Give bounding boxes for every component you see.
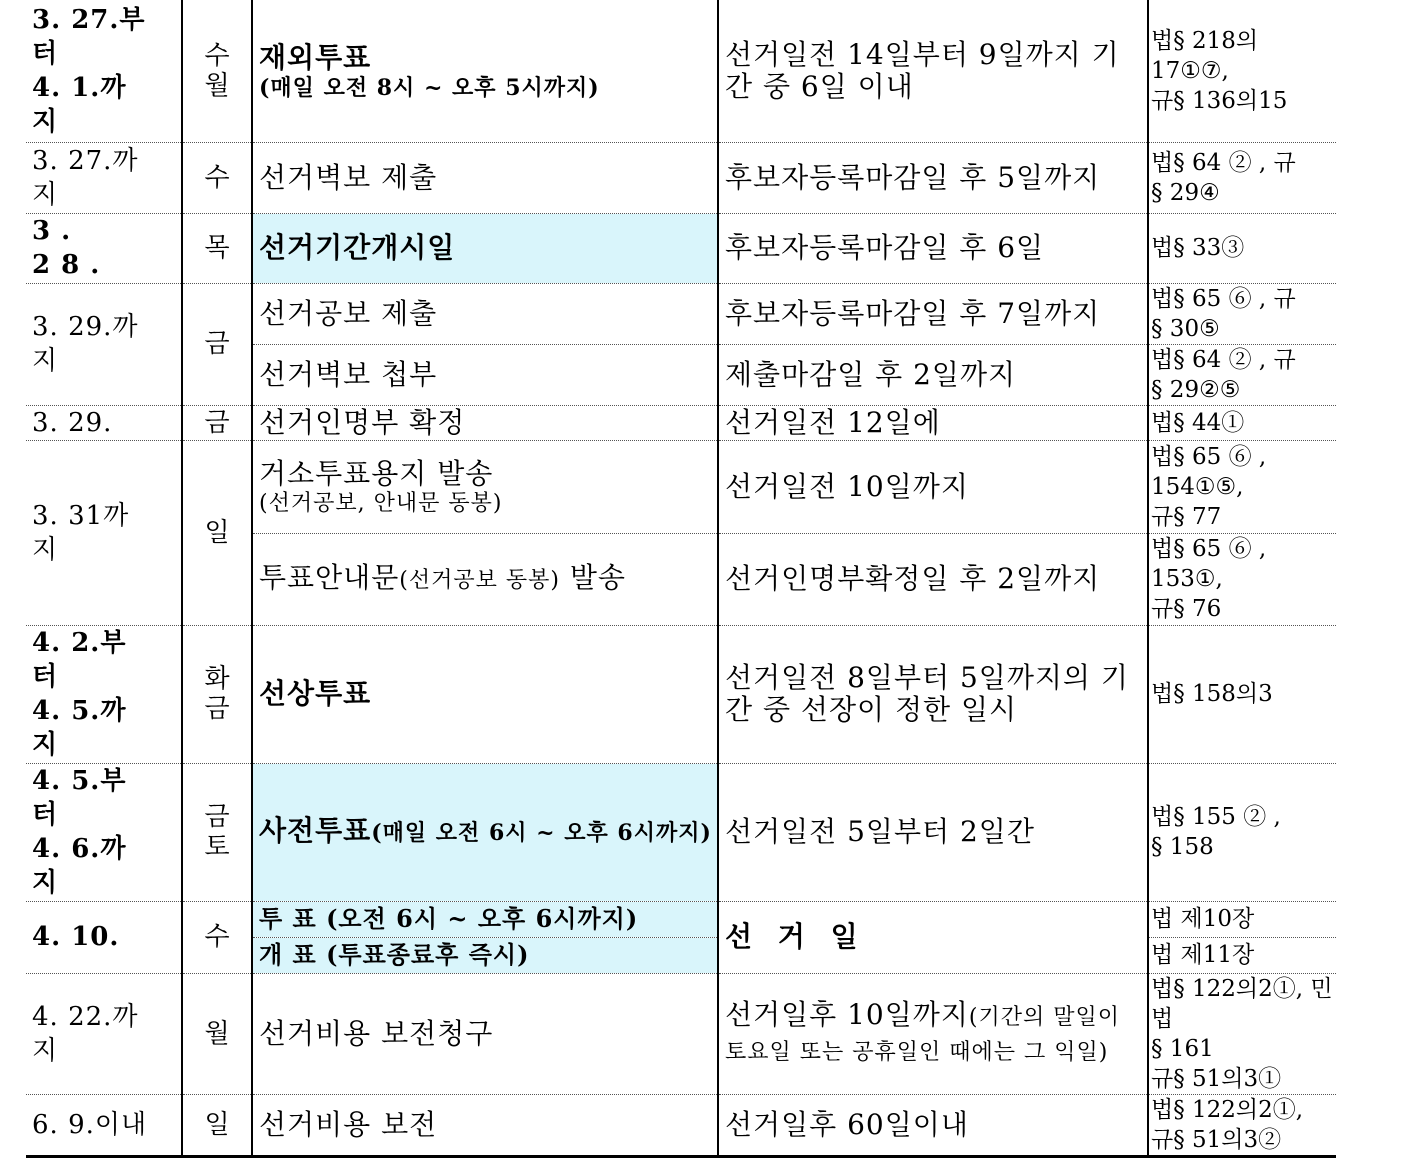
period-note: (기간의 말일이 토요일 또는 공휴일인 때에는 그 익일)	[725, 1004, 1120, 1065]
period-cell: 선거일전 12일에	[718, 405, 1148, 440]
event-title: 거소투표용지 발송	[259, 456, 494, 490]
date-cell: 3. 27.까 지	[26, 142, 182, 213]
table-row	[26, 283, 1336, 344]
table-row	[26, 1094, 1336, 1156]
weekday-cell: 일	[182, 1094, 252, 1156]
event-cell: 개 표 (투표종료후 즉시)	[252, 937, 718, 973]
period-cell: 후보자등록마감일 후 5일까지	[718, 142, 1148, 213]
period-cell: 후보자등록마감일 후 7일까지	[718, 283, 1148, 344]
weekday-cell: 금	[182, 405, 252, 440]
date-cell: 4. 2.부 터 4. 5.까 지	[26, 625, 182, 763]
period-cell: 선거일전 8일부터 5일까지의 기간 중 선장이 정한 일시	[718, 625, 1148, 763]
period-cell: 선거일전 10일까지	[718, 440, 1148, 533]
date-cell: 4. 10.	[26, 901, 182, 973]
date-cell: 3. 31까 지	[26, 440, 182, 625]
date-cell: 4. 22.까 지	[26, 973, 182, 1094]
period-cell: 후보자등록마감일 후 6일	[718, 213, 1148, 283]
event-note: (선거공보 동봉)	[399, 567, 560, 593]
period-cell: 선 거 일	[718, 901, 1148, 973]
law-cell: 법§ 44①	[1148, 405, 1336, 440]
weekday-cell: 수 월	[182, 0, 252, 142]
table-row	[26, 440, 1336, 533]
period-cell: 선거일전 5일부터 2일간	[718, 763, 1148, 901]
law-cell: 법§ 65 ⑥ , 규 § 30⑤	[1148, 283, 1336, 344]
weekday-cell: 월	[182, 973, 252, 1094]
date-cell: 3 . 2 8 .	[26, 213, 182, 283]
event-title: 사전투표	[259, 814, 372, 847]
date-cell: 3. 29.까 지	[26, 283, 182, 405]
table-row	[26, 405, 1336, 440]
event-cell	[252, 0, 718, 142]
weekday-cell: 목	[182, 213, 252, 283]
weekday-cell: 수	[182, 901, 252, 973]
table-row	[26, 213, 1336, 283]
law-cell: 법 제10장	[1148, 901, 1336, 937]
date-cell: 3. 27.부 터 4. 1.까 지	[26, 0, 182, 142]
event-note: (매일 오전 6시 ~ 오후 6시까지)	[371, 820, 712, 846]
event-cell: 선거비용 보전	[252, 1094, 718, 1156]
event-subtitle: (매일 오전 8시 ~ 오후 5시까지)	[259, 74, 600, 101]
date-cell: 3. 29.	[26, 405, 182, 440]
table-row	[26, 625, 1336, 763]
event-cell: 선거기간개시일	[252, 213, 718, 283]
period-cell: 제출마감일 후 2일까지	[718, 344, 1148, 405]
event-cell: 투 표 (오전 6시 ~ 오후 6시까지)	[252, 901, 718, 937]
event-cell: 선상투표	[252, 625, 718, 763]
table-row	[26, 763, 1336, 901]
date-cell: 6. 9.이내	[26, 1094, 182, 1156]
weekday-cell: 금	[182, 283, 252, 405]
law-cell: 법 제11장	[1148, 937, 1336, 973]
event-title: 재외투표	[259, 40, 372, 74]
law-cell: 법§ 218의 17①⑦, 규§ 136의15	[1148, 0, 1336, 142]
event-tail: 발송	[559, 560, 626, 594]
table-row	[26, 973, 1336, 1094]
weekday-cell: 일	[182, 440, 252, 625]
period-cell: 선거일후 60일이내	[718, 1094, 1148, 1156]
table-row	[26, 142, 1336, 213]
event-cell: 선거비용 보전청구	[252, 973, 718, 1094]
event-cell: 선거벽보 첩부	[252, 344, 718, 405]
law-cell: 법§ 122의2①, 규§ 51의3②	[1148, 1094, 1336, 1156]
event-cell: 선거인명부 확정	[252, 405, 718, 440]
event-cell: 선거벽보 제출	[252, 142, 718, 213]
event-subtitle: (선거공보, 안내문 동봉)	[259, 490, 503, 516]
law-cell: 법§ 33③	[1148, 213, 1336, 283]
weekday-cell: 금 토	[182, 763, 252, 901]
event-title: 투표안내문	[259, 560, 400, 594]
date-cell: 4. 5.부 터 4. 6.까 지	[26, 763, 182, 901]
event-cell: 선거공보 제출	[252, 283, 718, 344]
law-cell: 법§ 64 ② , 규 § 29②⑤	[1148, 344, 1336, 405]
table-row	[26, 901, 1336, 937]
law-cell: 법§ 155 ② , § 158	[1148, 763, 1336, 901]
table-row	[26, 0, 1336, 142]
period-cell	[718, 973, 1148, 1094]
law-cell: 법§ 65 ⑥ , 153①, 규§ 76	[1148, 533, 1336, 625]
law-cell: 법§ 64 ② , 규 § 29④	[1148, 142, 1336, 213]
law-cell: 법§ 65 ⑥ , 154①⑤, 규§ 77	[1148, 440, 1336, 533]
period-cell: 선거일전 14일부터 9일까지 기간 중 6일 이내	[718, 0, 1148, 142]
law-cell: 법§ 158의3	[1148, 625, 1336, 763]
event-cell	[252, 763, 718, 901]
event-cell	[252, 533, 718, 625]
weekday-cell: 수	[182, 142, 252, 213]
election-schedule-table	[26, 0, 1336, 1158]
period-cell: 선거인명부확정일 후 2일까지	[718, 533, 1148, 625]
law-cell: 법§ 122의2①, 민법 § 161 규§ 51의3①	[1148, 973, 1336, 1094]
weekday-cell: 화 금	[182, 625, 252, 763]
period-main: 선거일후 10일까지	[725, 997, 969, 1031]
event-cell	[252, 440, 718, 533]
